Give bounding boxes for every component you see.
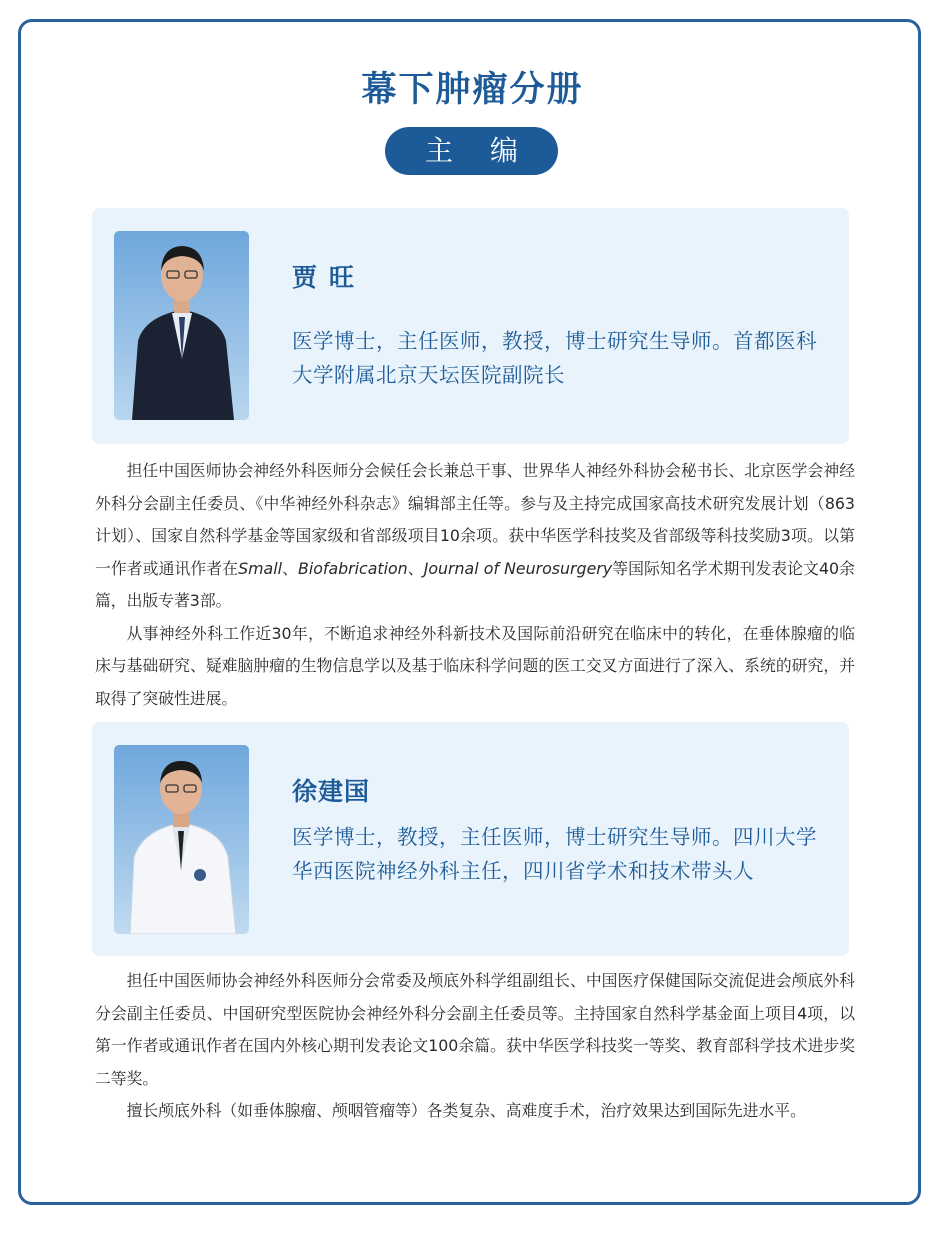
section-badge: 主 编	[385, 127, 558, 175]
editor-intro: 医学博士，主任医师，教授，博士研究生导师。首都医科大学附属北京天坛医院副院长	[292, 329, 817, 387]
journal-name: Small	[238, 558, 282, 578]
bio-paragraph: 擅长颅底外科（如垂体腺瘤、颅咽管瘤等）各类复杂、高难度手术，治疗效果达到国际先进水平。	[126, 1101, 806, 1120]
editor-name: 贾旺	[292, 263, 367, 292]
editor-photo	[114, 745, 249, 934]
editor-bio	[95, 455, 855, 715]
journal-name: Biofabrication	[298, 558, 408, 578]
bio-paragraph: 担任中国医师协会神经外科医师分会常委及颅底外科学组副组长、中国医疗保健国际交流促进会颅底外科分会副主任委员、中国研究型医院协会神经外科分会副主任委员等。主持国家自然科学基金面上项目4项，以第一作者或通讯作者在国内外核心期刊发表论文100余篇。获中华医学科技奖一等奖、教育部科学技术进步奖二等奖。	[95, 971, 855, 1088]
editor-intro: 医学博士，教授，主任医师，博士研究生导师。四川大学华西医院神经外科主任，四川省学术和技术带头人	[292, 825, 817, 883]
editor-card	[92, 722, 849, 956]
page-title: 幕下肿瘤分册	[361, 70, 584, 110]
editor-card	[92, 208, 849, 444]
editor-bio	[95, 965, 855, 1128]
editor-name: 徐建国	[292, 777, 371, 806]
journal-name: Journal of Neurosurgery	[423, 558, 613, 578]
editor-photo	[114, 231, 249, 420]
bio-paragraph: 担任中国医师协会神经外科医师分会候任会长兼总干事、世界华人神经外科协会秘书长、北京医学会神经外科分会副主任委员、《中华神经外科杂志》编辑部主任等。参与及主持完成国家高技术研究发展计划（863计划）、国家自然科学基金等国家级和省部级项目10余项。获中华医学科技奖及省部级等科技奖励3项。以第一作者或通讯作者在Small、Biofabrication、Journal of Neurosurgery等国际知名学术期刊发表论文40余篇，出版专著3部。	[95, 461, 855, 610]
bio-paragraph: 从事神经外科工作近30年，不断追求神经外科新技术及国际前沿研究在临床中的转化，在垂体腺瘤的临床与基础研究、疑难脑肿瘤的生物信息学以及基于临床科学问题的医工交叉方面进行了深入、系统的研究，并取得了突破性进展。	[95, 623, 855, 708]
